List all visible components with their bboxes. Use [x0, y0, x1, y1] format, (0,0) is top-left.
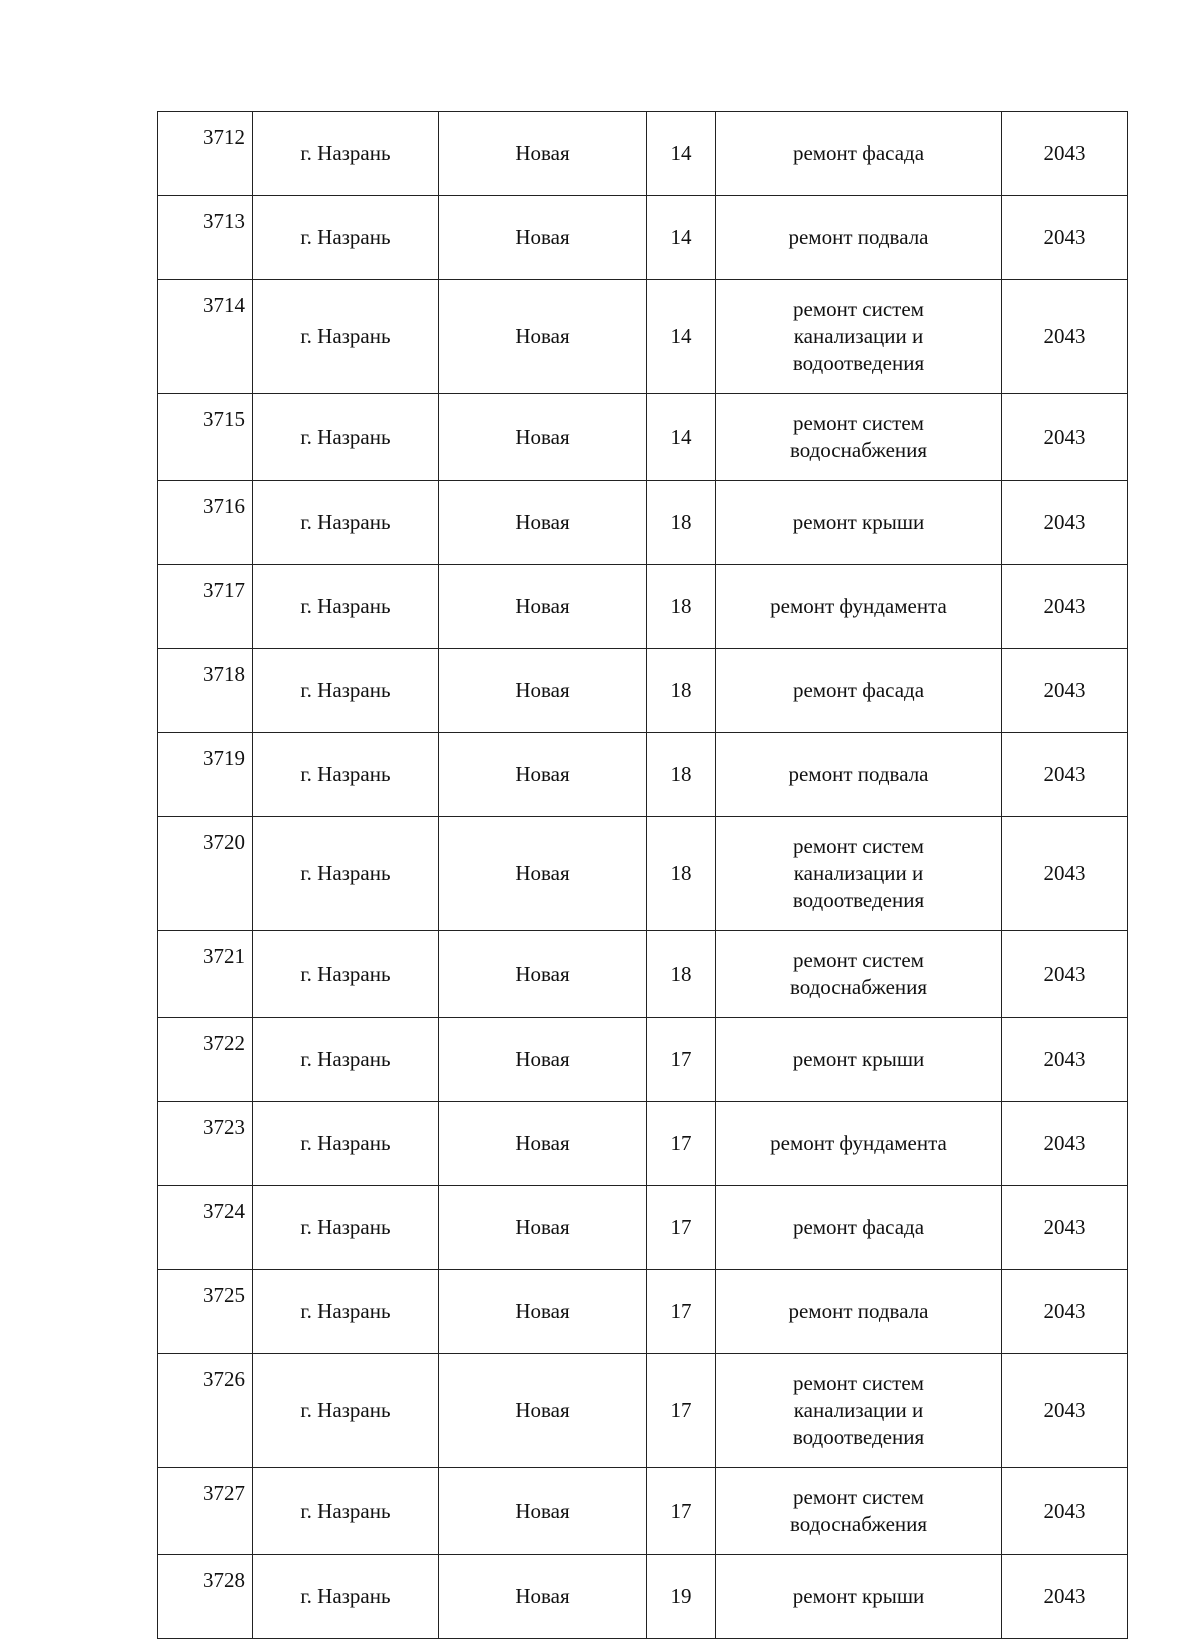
row-number-cell: 3718: [158, 649, 253, 733]
work-type-cell: [716, 931, 1002, 1018]
row-number-cell: 3712: [158, 112, 253, 196]
street-cell: Новая: [439, 481, 647, 565]
year-cell: 2043: [1002, 565, 1128, 649]
street-cell: Новая: [439, 931, 647, 1018]
work-type-line: ремонт подвала: [788, 762, 929, 786]
year-cell: 2043: [1002, 1186, 1128, 1270]
work-type-line: водоотведения: [792, 351, 925, 375]
work-type-cell: [716, 481, 1002, 565]
table-row: [158, 931, 1128, 1018]
year-cell: 2043: [1002, 931, 1128, 1018]
row-number-cell: 3728: [158, 1555, 253, 1639]
year-cell: 2043: [1002, 649, 1128, 733]
city-cell: г. Назрань: [253, 1018, 439, 1102]
city-cell: г. Назрань: [253, 394, 439, 481]
work-type-line: ремонт крыши: [792, 510, 925, 534]
house-number-cell: 18: [647, 733, 716, 817]
city-cell: г. Назрань: [253, 733, 439, 817]
city-cell: г. Назрань: [253, 112, 439, 196]
work-type-line: ремонт крыши: [792, 1047, 925, 1071]
year-cell: 2043: [1002, 112, 1128, 196]
work-type-cell: [716, 733, 1002, 817]
house-number-cell: 17: [647, 1468, 716, 1555]
row-number-cell: 3713: [158, 196, 253, 280]
street-cell: Новая: [439, 565, 647, 649]
work-type-cell: [716, 112, 1002, 196]
work-type-cell: [716, 196, 1002, 280]
house-number-cell: 14: [647, 394, 716, 481]
table-row: [158, 481, 1128, 565]
city-cell: г. Назрань: [253, 817, 439, 931]
row-number-cell: 3717: [158, 565, 253, 649]
table-row: [158, 1354, 1128, 1468]
year-cell: 2043: [1002, 733, 1128, 817]
street-cell: Новая: [439, 1354, 647, 1468]
row-number-cell: 3722: [158, 1018, 253, 1102]
city-cell: г. Назрань: [253, 1468, 439, 1555]
work-type-line: водоснабжения: [789, 438, 928, 462]
work-type-cell: [716, 1102, 1002, 1186]
work-type-line: ремонт фасада: [792, 678, 925, 702]
year-cell: 2043: [1002, 1102, 1128, 1186]
table-row: [158, 1186, 1128, 1270]
row-number-cell: 3725: [158, 1270, 253, 1354]
house-number-cell: 18: [647, 931, 716, 1018]
year-cell: 2043: [1002, 1270, 1128, 1354]
street-cell: Новая: [439, 1270, 647, 1354]
year-cell: 2043: [1002, 1555, 1128, 1639]
table-row: [158, 565, 1128, 649]
work-type-cell: [716, 1354, 1002, 1468]
row-number-cell: 3727: [158, 1468, 253, 1555]
table-row: [158, 394, 1128, 481]
house-number-cell: 17: [647, 1018, 716, 1102]
work-type-cell: [716, 1018, 1002, 1102]
work-type-cell: [716, 1270, 1002, 1354]
table-row: [158, 733, 1128, 817]
house-number-cell: 17: [647, 1354, 716, 1468]
row-number-cell: 3715: [158, 394, 253, 481]
city-cell: г. Назрань: [253, 280, 439, 394]
street-cell: Новая: [439, 1102, 647, 1186]
city-cell: г. Назрань: [253, 1270, 439, 1354]
table-row: [158, 1102, 1128, 1186]
house-number-cell: 14: [647, 196, 716, 280]
city-cell: г. Назрань: [253, 1186, 439, 1270]
work-type-line: ремонт подвала: [788, 225, 929, 249]
row-number-cell: 3720: [158, 817, 253, 931]
house-number-cell: 17: [647, 1186, 716, 1270]
work-type-cell: [716, 565, 1002, 649]
table-row: [158, 1555, 1128, 1639]
row-number-cell: 3724: [158, 1186, 253, 1270]
house-number-cell: 18: [647, 565, 716, 649]
table-row: [158, 649, 1128, 733]
house-number-cell: 17: [647, 1102, 716, 1186]
work-type-cell: [716, 1186, 1002, 1270]
house-number-cell: 14: [647, 112, 716, 196]
work-type-cell: [716, 280, 1002, 394]
year-cell: 2043: [1002, 280, 1128, 394]
street-cell: Новая: [439, 394, 647, 481]
work-type-line: ремонт фундамента: [770, 594, 947, 618]
street-cell: Новая: [439, 1018, 647, 1102]
table-row: [158, 1018, 1128, 1102]
table-row: [158, 817, 1128, 931]
house-number-cell: 14: [647, 280, 716, 394]
work-type-cell: [716, 394, 1002, 481]
table-row: [158, 1468, 1128, 1555]
row-number-cell: 3714: [158, 280, 253, 394]
city-cell: г. Назрань: [253, 1102, 439, 1186]
street-cell: Новая: [439, 112, 647, 196]
year-cell: 2043: [1002, 196, 1128, 280]
work-type-line: водоснабжения: [789, 1512, 928, 1536]
city-cell: г. Назрань: [253, 931, 439, 1018]
work-type-cell: [716, 1555, 1002, 1639]
work-type-cell: [716, 1468, 1002, 1555]
row-number-cell: 3716: [158, 481, 253, 565]
year-cell: 2043: [1002, 817, 1128, 931]
row-number-cell: 3723: [158, 1102, 253, 1186]
work-type-line: ремонт систем: [793, 1371, 924, 1395]
row-number-cell: 3726: [158, 1354, 253, 1468]
work-type-line: канализации и: [793, 324, 924, 348]
work-type-line: канализации и: [793, 861, 924, 885]
year-cell: 2043: [1002, 1018, 1128, 1102]
city-cell: г. Назрань: [253, 1555, 439, 1639]
table-body: [158, 112, 1128, 1639]
street-cell: Новая: [439, 196, 647, 280]
street-cell: Новая: [439, 1468, 647, 1555]
work-type-line: ремонт фасада: [792, 141, 925, 165]
table-row: [158, 112, 1128, 196]
work-type-line: водоотведения: [792, 1425, 925, 1449]
work-type-line: ремонт фундамента: [770, 1131, 947, 1155]
house-number-cell: 19: [647, 1555, 716, 1639]
city-cell: г. Назрань: [253, 1354, 439, 1468]
work-type-line: водоотведения: [792, 888, 925, 912]
street-cell: Новая: [439, 649, 647, 733]
work-type-line: ремонт систем: [793, 297, 924, 321]
city-cell: г. Назрань: [253, 481, 439, 565]
city-cell: г. Назрань: [253, 196, 439, 280]
work-type-line: ремонт систем: [793, 948, 924, 972]
city-cell: г. Назрань: [253, 565, 439, 649]
house-number-cell: 18: [647, 649, 716, 733]
work-type-cell: [716, 817, 1002, 931]
row-number-cell: 3721: [158, 931, 253, 1018]
house-number-cell: 18: [647, 481, 716, 565]
year-cell: 2043: [1002, 394, 1128, 481]
work-type-line: ремонт систем: [793, 1485, 924, 1509]
street-cell: Новая: [439, 733, 647, 817]
work-type-cell: [716, 649, 1002, 733]
house-number-cell: 17: [647, 1270, 716, 1354]
street-cell: Новая: [439, 1186, 647, 1270]
street-cell: Новая: [439, 280, 647, 394]
year-cell: 2043: [1002, 1354, 1128, 1468]
work-type-line: водоснабжения: [789, 975, 928, 999]
work-type-line: ремонт крыши: [792, 1584, 925, 1608]
repair-schedule-table: [157, 111, 1128, 1639]
year-cell: 2043: [1002, 481, 1128, 565]
house-number-cell: 18: [647, 817, 716, 931]
street-cell: Новая: [439, 817, 647, 931]
city-cell: г. Назрань: [253, 649, 439, 733]
work-type-line: канализации и: [793, 1398, 924, 1422]
work-type-line: ремонт фасада: [792, 1215, 925, 1239]
row-number-cell: 3719: [158, 733, 253, 817]
work-type-line: ремонт систем: [793, 411, 924, 435]
work-type-line: ремонт подвала: [788, 1299, 929, 1323]
table-row: [158, 1270, 1128, 1354]
year-cell: 2043: [1002, 1468, 1128, 1555]
street-cell: Новая: [439, 1555, 647, 1639]
work-type-line: ремонт систем: [793, 834, 924, 858]
table-row: [158, 196, 1128, 280]
table-row: [158, 280, 1128, 394]
